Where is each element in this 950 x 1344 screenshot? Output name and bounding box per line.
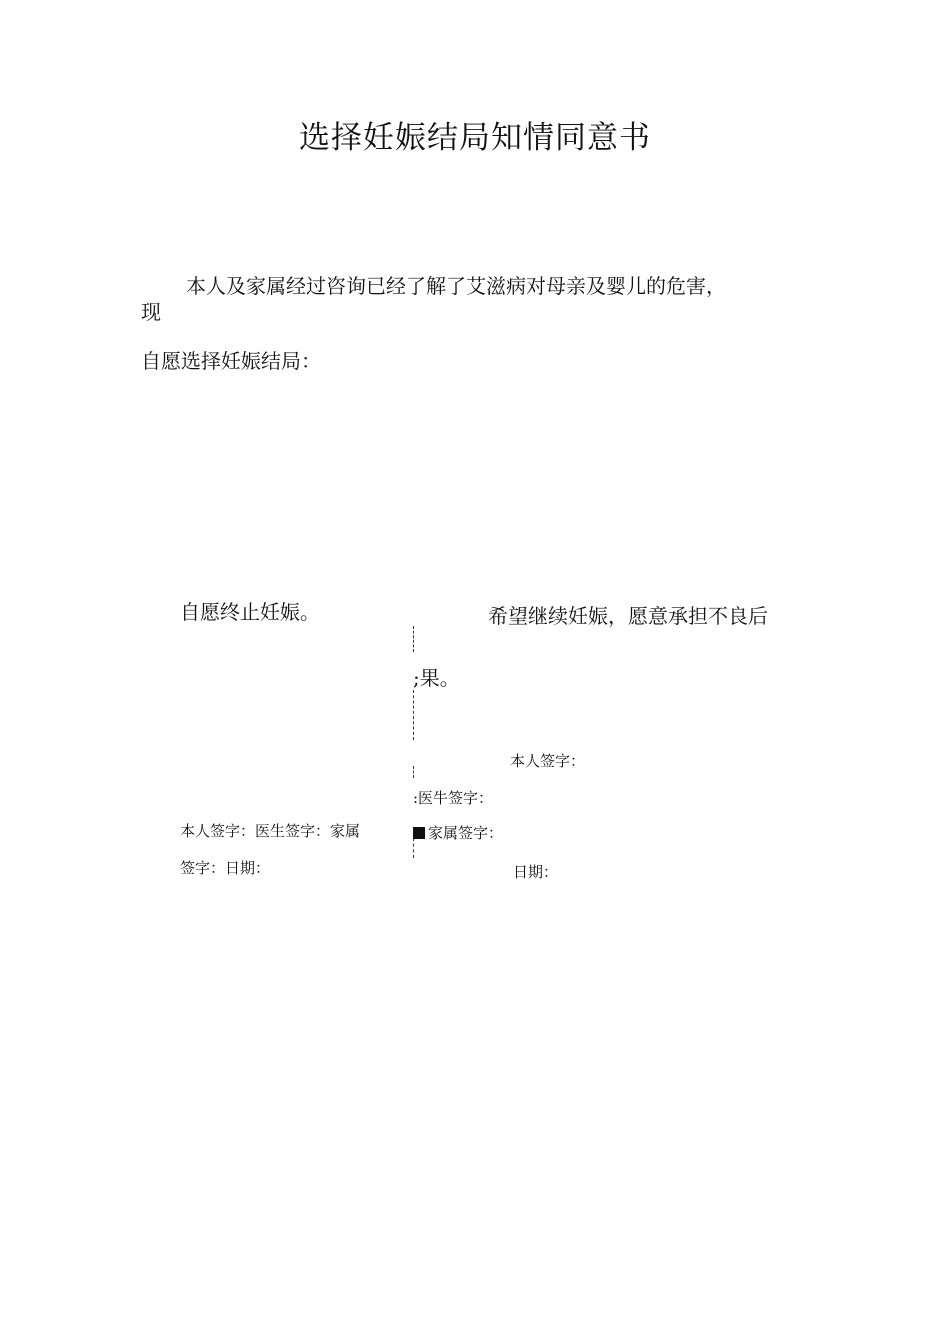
document-title: 选择妊娠结局知情同意书 [299, 120, 651, 156]
column-divider [413, 626, 414, 652]
option-continue-label-line-1: 希望继续妊娠，愿意承担不良后 [488, 604, 768, 628]
continue-date: 日期： [513, 863, 559, 881]
terminate-signature-line-2: 签字：日期： [180, 859, 271, 877]
terminate-signature-line-1: 本人签字：医生签字：家属 [180, 822, 361, 840]
filled-square-icon [413, 827, 425, 839]
column-divider [413, 690, 414, 740]
intro-text-line-2: 现 [141, 300, 161, 324]
intro-text-line-1: 本人及家属经过咨询已经了解了艾滋病对母亲及婴儿的危害， [186, 274, 726, 298]
continue-doctor-signature: :医牛签字： [413, 789, 494, 807]
option-terminate-label: 自愿终止妊娠。 [180, 600, 320, 624]
choose-outcome-label: 自愿选择妊娠结局： [141, 349, 321, 373]
continue-family-signature: 家属签字： [428, 824, 504, 842]
column-divider [413, 766, 414, 778]
option-continue-label-line-2: ;果。 [413, 666, 460, 690]
continue-self-signature: 本人签字： [510, 752, 586, 770]
continue-family-signature-row [413, 822, 503, 843]
